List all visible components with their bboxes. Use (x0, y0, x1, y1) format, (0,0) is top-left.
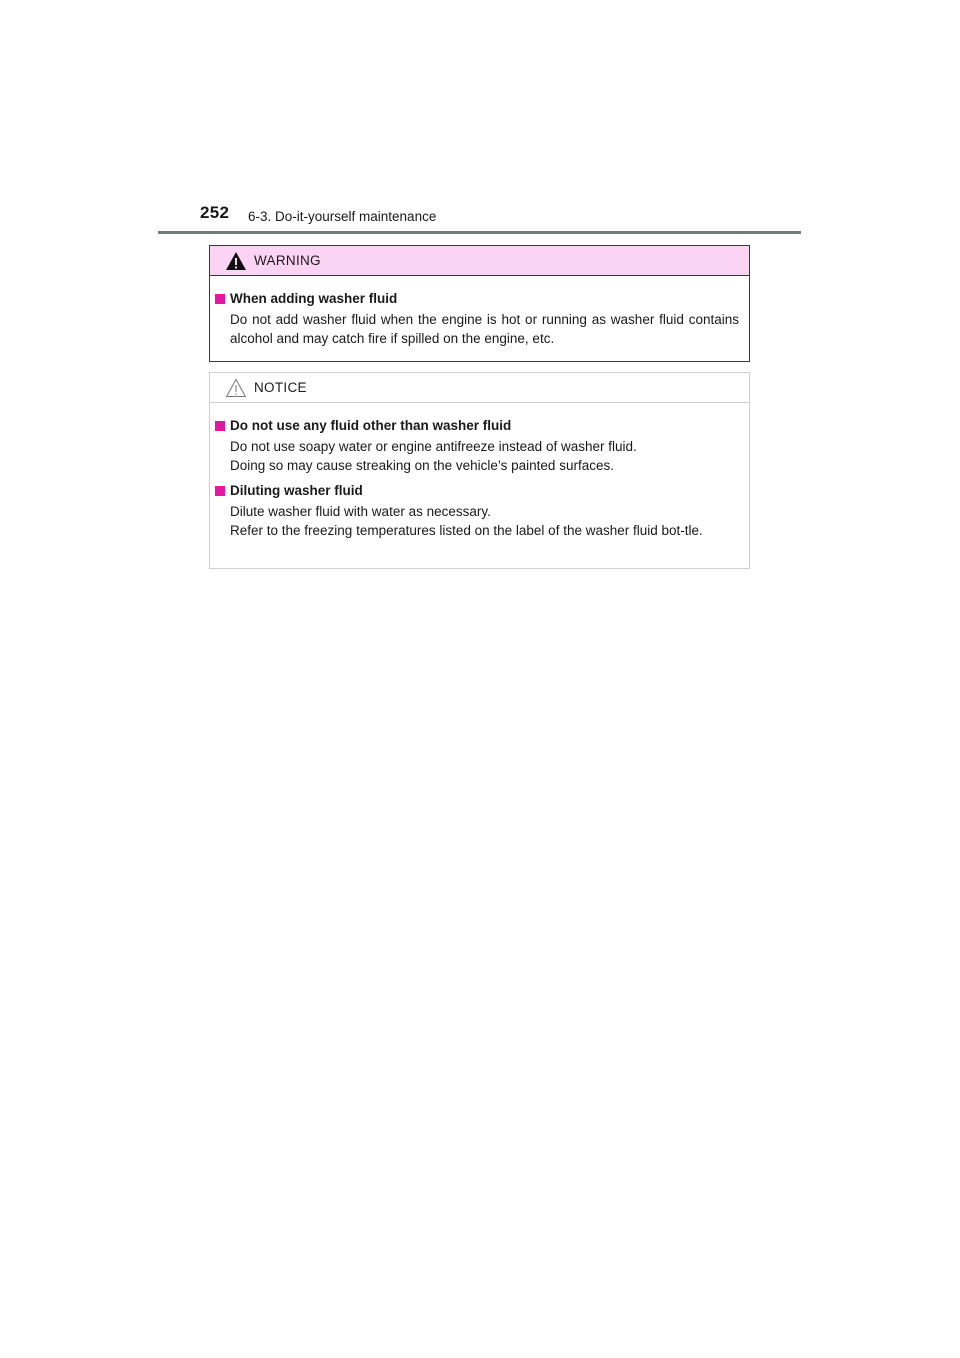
square-bullet-icon (215, 421, 225, 431)
warning-item-title (215, 290, 739, 308)
notice-item-title-text: Diluting washer fluid (230, 483, 363, 498)
warning-header (210, 246, 749, 276)
page-number: 252 (200, 203, 230, 222)
warning-item-title-text: When adding washer fluid (230, 291, 398, 306)
warning-triangle-icon (225, 251, 247, 271)
notice-item-line: Dilute washer fluid with water as necessary. (230, 504, 491, 519)
warning-box (209, 245, 750, 362)
notice-header (210, 373, 749, 403)
notice-item-line: Do not use soapy water or engine antifreeze instead of washer fluid. (230, 439, 637, 454)
warning-body (210, 276, 749, 348)
notice-item-text (230, 437, 739, 475)
square-bullet-icon (215, 294, 225, 304)
notice-item (215, 417, 739, 475)
square-bullet-icon (215, 486, 225, 496)
notice-label: NOTICE (254, 380, 307, 395)
notice-item-title (215, 417, 739, 435)
warning-item-text (230, 310, 739, 348)
warning-label: WARNING (254, 253, 321, 268)
notice-triangle-icon (225, 378, 247, 398)
notice-body (210, 403, 749, 540)
warning-item-line: Do not add washer fluid when the engine is hot or running as washer fluid contains alcohol and may catch fire if spilled on the engine, etc. (230, 312, 739, 346)
notice-item (215, 482, 739, 540)
warning-item (215, 290, 739, 348)
notice-box (209, 372, 750, 569)
page-header (0, 0, 960, 240)
notice-item-title (215, 482, 739, 500)
header-divider (158, 231, 801, 234)
notice-item-line: Doing so may cause streaking on the vehicle’s painted surfaces. (230, 458, 614, 473)
notice-item-line: Refer to the freezing temperatures listed on the label of the washer fluid bot-tle. (230, 523, 703, 538)
notice-item-title-text: Do not use any fluid other than washer fluid (230, 418, 512, 433)
section-title: 6-3. Do-it-yourself maintenance (248, 209, 437, 224)
notice-item-text (230, 502, 739, 540)
